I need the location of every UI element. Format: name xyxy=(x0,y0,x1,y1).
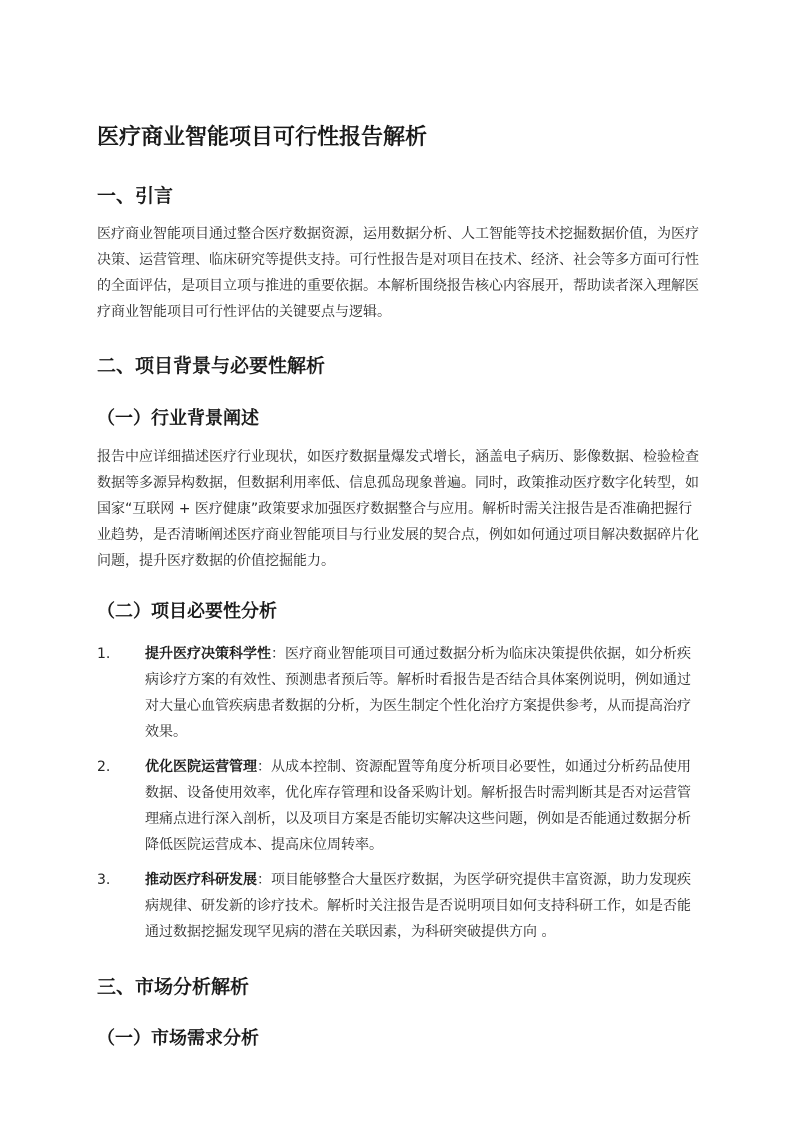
subsection-heading-industry-background: （一）行业背景阐述 xyxy=(97,408,259,429)
list-item-number: 1. xyxy=(97,646,111,662)
industry-background-paragraph: 报告中应详细描述医疗行业现状，如医疗数据量爆发式增长，涵盖电子病历、影像数据、检验检查数据等多源异构数据，但数据利用率低、信息孤岛现象普遍。同时，政策推动医疗数字化转型，如国家“互联网 + 医疗健康”政策要求加强医疗数据整合与应用。解析时需关注报告是否准确把握行业趋势，是否清晰阐述医疗商业智能项目与行业发展的契合点，例如如何通过项目解决数据碎片化问题，提升医疗数据的价值挖掘能力。 xyxy=(97,449,699,569)
document-body xyxy=(97,118,701,1054)
section-heading-background: 二、项目背景与必要性解析 xyxy=(97,355,326,377)
list-item-text: ：从成本控制、资源配置等角度分析项目必要性，如通过分析药品使用数据、设备使用效率，优化库存管理和设备采购计划。解析报告时需判断其是否对运营管理痛点进行深入剖析，以及项目方案是否能切实解决这些问题，例如是否能通过数据分析降低医院运营成本、提高床位周转率。 xyxy=(145,759,691,853)
subsection-heading-market-demand: （一）市场需求分析 xyxy=(97,1028,259,1049)
document-title: 医疗商业智能项目可行性报告解析 xyxy=(97,125,428,150)
section-heading-introduction: 一、引言 xyxy=(97,185,174,207)
list-item-number: 2. xyxy=(97,759,111,775)
list-item xyxy=(97,867,701,945)
list-item-text: ：项目能够整合大量医疗数据，为医学研究提供丰富资源，助力发现疾病规律、研发新的诊疗技术。解析时关注报告是否说明项目如何支持科研工作，如是否能通过数据挖掘发现罕见病的潜在关联因素，为科研突破提供方向 。 xyxy=(145,872,691,940)
list-item-number: 3. xyxy=(97,872,111,888)
list-item-title: 优化医院运营管理 xyxy=(145,759,257,775)
list-item-title: 提升医疗决策科学性 xyxy=(145,646,271,662)
list-item xyxy=(97,641,701,745)
necessity-list xyxy=(97,641,701,945)
section-heading-market-analysis: 三、市场分析解析 xyxy=(97,976,250,998)
subsection-heading-necessity: （二）项目必要性分析 xyxy=(97,601,277,622)
list-item xyxy=(97,754,701,858)
list-item-title: 推动医疗科研发展 xyxy=(145,872,257,888)
list-item-text: ：医疗商业智能项目可通过数据分析为临床决策提供依据，如分析疾病诊疗方案的有效性、预测患者预后等。解析时看报告是否结合具体案例说明，例如通过对大量心血管疾病患者数据的分析，为医生制定个性化治疗方案提供参考，从而提高治疗效果。 xyxy=(145,646,691,740)
introduction-paragraph: 医疗商业智能项目通过整合医疗数据资源，运用数据分析、人工智能等技术挖掘数据价值，为医疗决策、运营管理、临床研究等提供支持。可行性报告是对项目在技术、经济、社会等多方面可行性的全面评估，是项目立项与推进的重要依据。本解析围绕报告核心内容展开，帮助读者深入理解医疗商业智能项目可行性评估的关键要点与逻辑。 xyxy=(97,226,699,320)
